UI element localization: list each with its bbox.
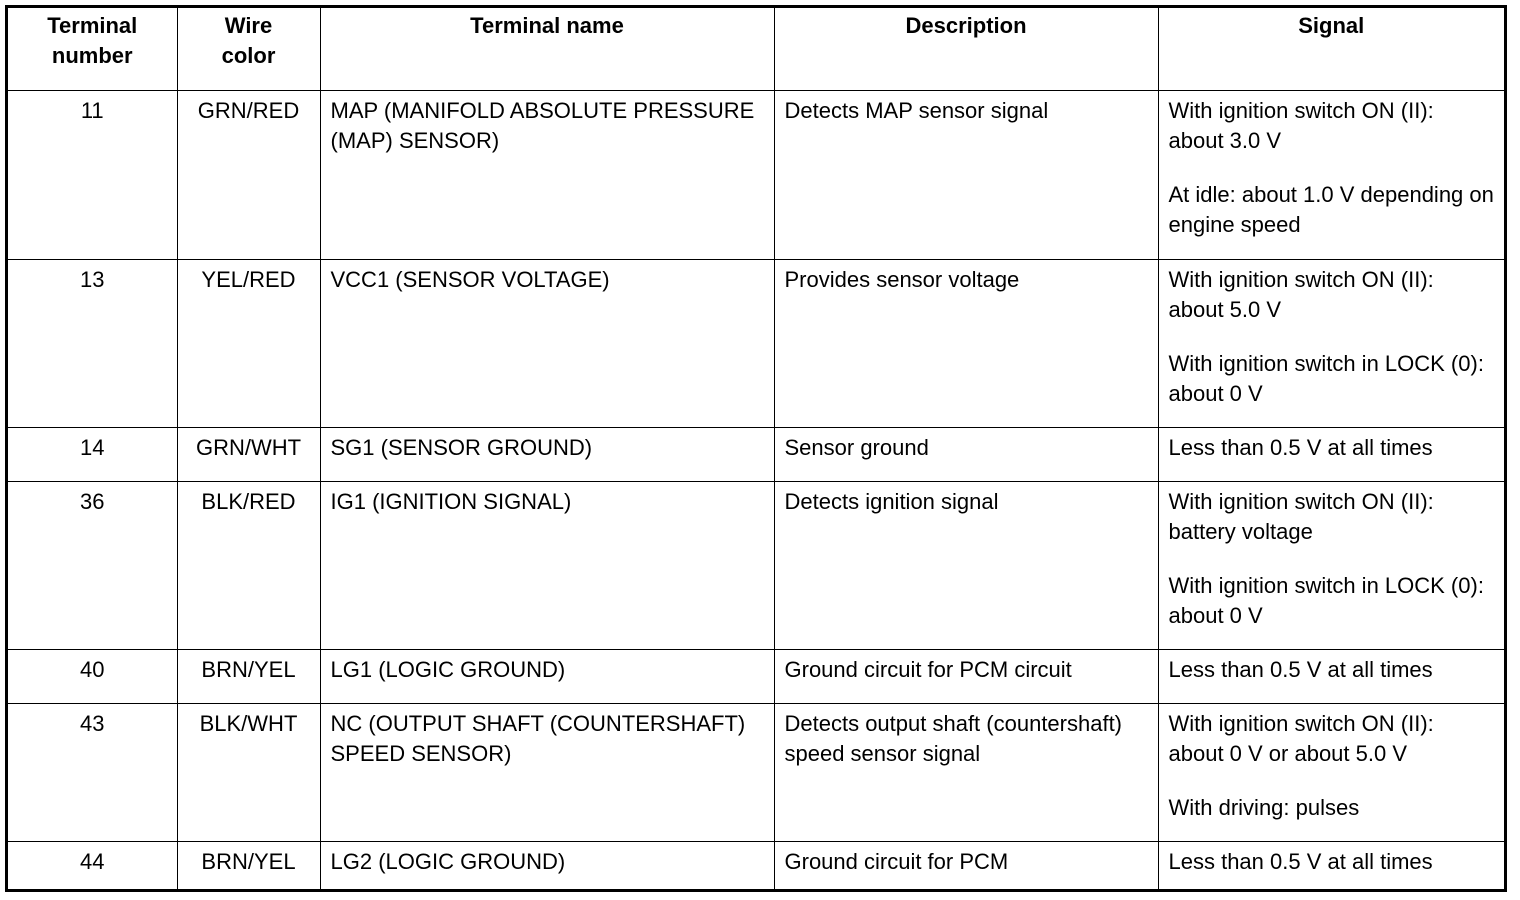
signal-line: Less than 0.5 V at all times bbox=[1168, 848, 1433, 874]
terminal-number-cell: 11 bbox=[8, 90, 177, 259]
signal-cell bbox=[1158, 427, 1504, 481]
signal-cell bbox=[1158, 90, 1504, 259]
header-terminal-number: Terminal number bbox=[8, 8, 177, 90]
table-row bbox=[8, 841, 1504, 892]
table-row bbox=[8, 259, 1504, 427]
description-cell: Ground circuit for PCM circuit bbox=[774, 649, 1158, 703]
terminal-name-cell: MAP (MANIFOLD ABSOLUTE PRESSURE (MAP) SENSOR) bbox=[320, 90, 774, 259]
header-signal: Signal bbox=[1158, 8, 1504, 90]
terminal-name-cell: LG1 (LOGIC GROUND) bbox=[320, 649, 774, 703]
signal-line: With ignition switch ON (II): about 0 V or about 5.0 V bbox=[1168, 710, 1434, 766]
wire-color-cell: BRN/YEL bbox=[177, 649, 320, 703]
signal-cell bbox=[1158, 841, 1504, 892]
terminal-number-cell: 44 bbox=[8, 841, 177, 892]
signal-cell bbox=[1158, 259, 1504, 427]
header-description: Description bbox=[774, 8, 1158, 90]
signal-cell bbox=[1158, 481, 1504, 649]
signal-line: Less than 0.5 V at all times bbox=[1168, 656, 1433, 682]
header-wire-color: Wire color bbox=[177, 8, 320, 90]
table-row bbox=[8, 481, 1504, 649]
terminal-name-cell: LG2 (LOGIC GROUND) bbox=[320, 841, 774, 892]
terminal-table bbox=[8, 8, 1504, 892]
terminal-number-cell: 40 bbox=[8, 649, 177, 703]
signal-line: With ignition switch in LOCK (0): about 0 V bbox=[1168, 350, 1484, 406]
wire-color-cell: BLK/RED bbox=[177, 481, 320, 649]
signal-line: With driving: pulses bbox=[1168, 794, 1360, 820]
signal-line: With ignition switch in LOCK (0): about 0 V bbox=[1168, 572, 1484, 628]
terminal-number-cell: 13 bbox=[8, 259, 177, 427]
terminal-name-cell: SG1 (SENSOR GROUND) bbox=[320, 427, 774, 481]
table-row bbox=[8, 703, 1504, 841]
wire-color-cell: GRN/RED bbox=[177, 90, 320, 259]
description-cell: Detects MAP sensor signal bbox=[774, 90, 1158, 259]
signal-cell bbox=[1158, 649, 1504, 703]
terminal-number-cell: 36 bbox=[8, 481, 177, 649]
table-header-row bbox=[8, 8, 1504, 90]
terminal-table-frame bbox=[5, 5, 1507, 892]
description-cell: Ground circuit for PCM bbox=[774, 841, 1158, 892]
table-row bbox=[8, 649, 1504, 703]
description-cell: Provides sensor voltage bbox=[774, 259, 1158, 427]
wire-color-cell: YEL/RED bbox=[177, 259, 320, 427]
description-cell: Sensor ground bbox=[774, 427, 1158, 481]
terminal-name-cell: NC (OUTPUT SHAFT (COUNTERSHAFT) SPEED SENSOR) bbox=[320, 703, 774, 841]
table-body bbox=[8, 90, 1504, 892]
signal-line: At idle: about 1.0 V depending on engine speed bbox=[1168, 181, 1494, 237]
signal-line: With ignition switch ON (II): about 3.0 V bbox=[1168, 97, 1434, 153]
terminal-number-cell: 14 bbox=[8, 427, 177, 481]
wire-color-cell: BLK/WHT bbox=[177, 703, 320, 841]
terminal-number-cell: 43 bbox=[8, 703, 177, 841]
signal-line: With ignition switch ON (II): about 5.0 V bbox=[1168, 266, 1434, 322]
signal-cell bbox=[1158, 703, 1504, 841]
terminal-name-cell: IG1 (IGNITION SIGNAL) bbox=[320, 481, 774, 649]
wire-color-cell: BRN/YEL bbox=[177, 841, 320, 892]
signal-line: Less than 0.5 V at all times bbox=[1168, 434, 1433, 460]
description-cell: Detects output shaft (countershaft) speed sensor signal bbox=[774, 703, 1158, 841]
description-cell: Detects ignition signal bbox=[774, 481, 1158, 649]
table-row bbox=[8, 90, 1504, 259]
header-terminal-name: Terminal name bbox=[320, 8, 774, 90]
signal-line: With ignition switch ON (II): battery voltage bbox=[1168, 488, 1434, 544]
table-row bbox=[8, 427, 1504, 481]
terminal-name-cell: VCC1 (SENSOR VOLTAGE) bbox=[320, 259, 774, 427]
wire-color-cell: GRN/WHT bbox=[177, 427, 320, 481]
